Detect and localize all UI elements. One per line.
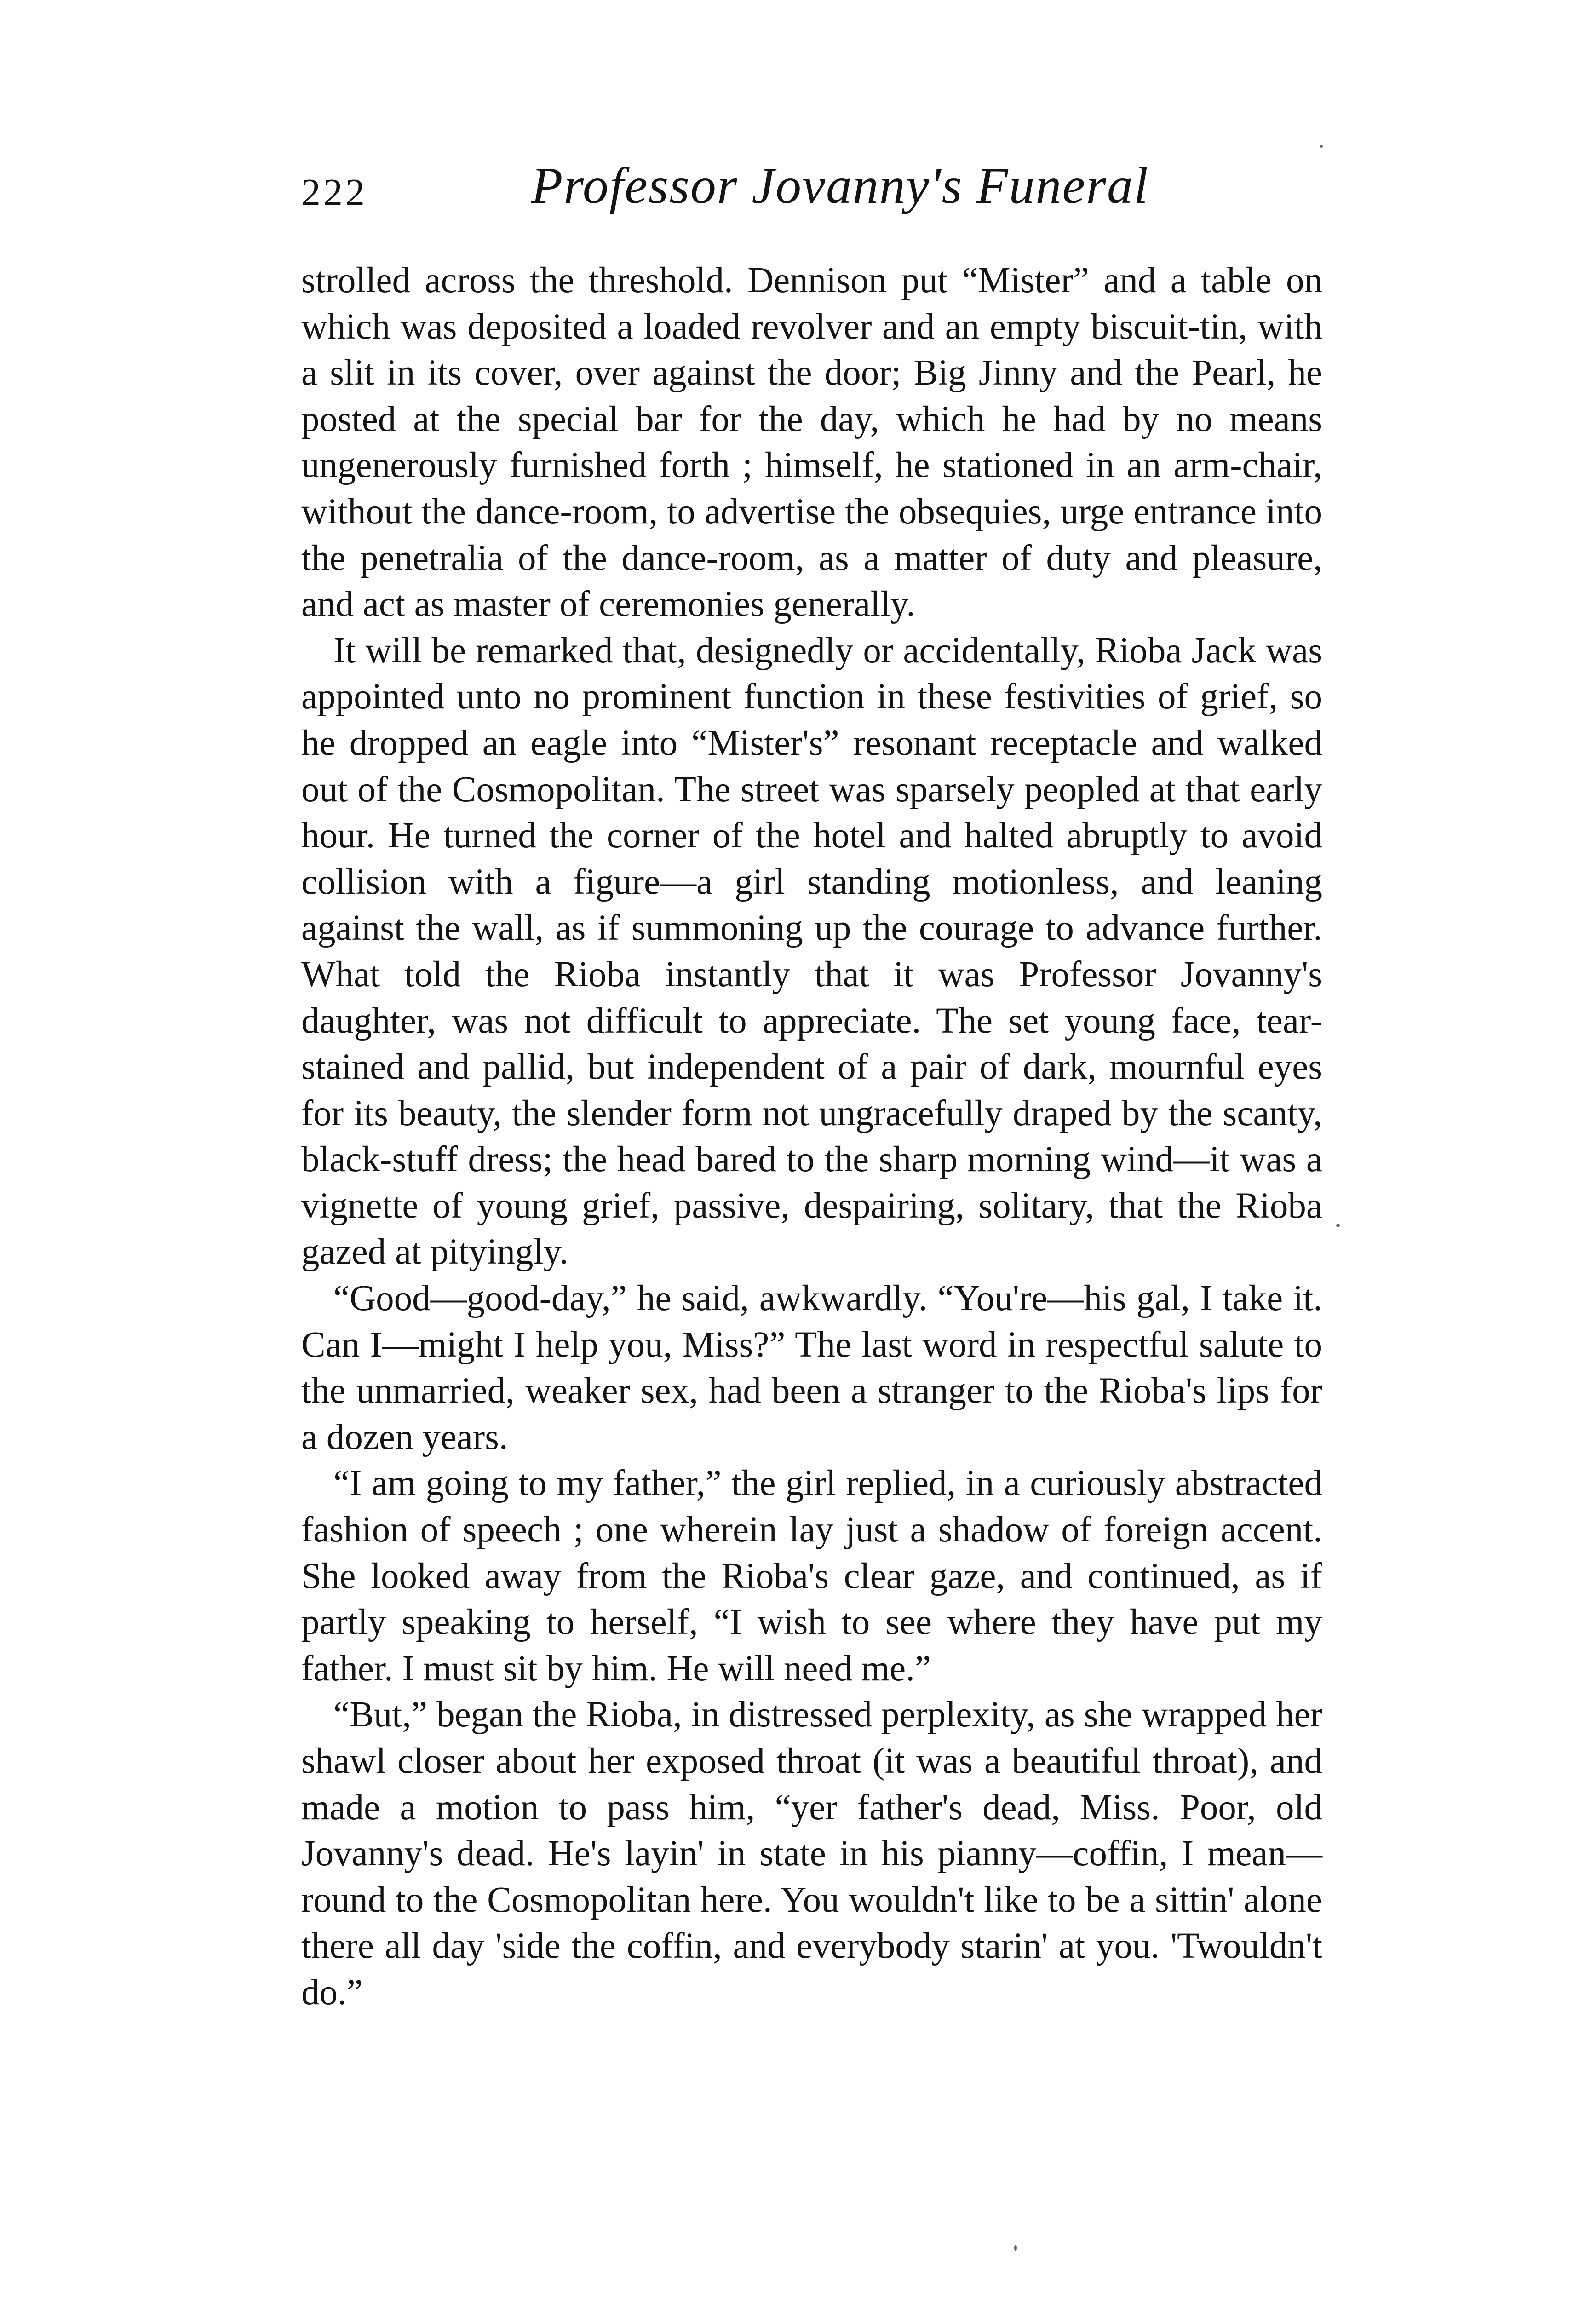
body-text xyxy=(301,258,1322,2016)
running-title: Professor Jovanny's Funeral xyxy=(531,157,1149,214)
print-speck xyxy=(1320,145,1323,148)
page-header xyxy=(301,156,1322,225)
paragraph-3: “Good—good-day,” he said, awkwardly. “You're—his gal, I take it. Can I—might I help you, Miss?” The last word in respectful salute to the unmarried, weaker sex, had been a stranger to the Rioba's lips for a dozen years. xyxy=(301,1278,1322,1457)
paragraph-5: “But,” began the Rioba, in distressed perplexity, as she wrapped her shawl closer about her exposed throat (it was a beautiful throat), and made a motion to pass him, “yer father's dead, Miss. Poor, old Jovanny's dead. He's layin' in state in his pianny—coffin, I mean—round to the Cosmopolitan here. You wouldn't like to be a sittin' alone there all day 'side the coffin, and everybody starin' at you. 'Twouldn't do.” xyxy=(301,1695,1322,2012)
page-number: 222 xyxy=(301,171,367,214)
print-speck xyxy=(1336,1224,1340,1227)
print-speck xyxy=(1014,2245,1017,2251)
paragraph-2: It will be remarked that, designedly or accidentally, Rioba Jack was appointed unto no prominent function in these festivities of grief, so he dropped an eagle into “Mister's” resonant receptacle and walked out of the Cosmopolitan. The street was sparsely peopled at that early hour. He turned the corner of the hotel and halted abruptly to avoid collision with a figure—a girl standing motionless, and leaning against the wall, as if summoning up the courage to advance further. What told the Rioba instantly that it was Professor Jovanny's daughter, was not difficult to appreciate. The set young face, tear-stained and pallid, but independent of a pair of dark, mournful eyes for its beauty, the slender form not ungracefully draped by the scanty, black-stuff dress; the head bared to the sharp morning wind—it was a vignette of young grief, passive, despairing, solitary, that the Rioba gazed at pityingly. xyxy=(301,630,1322,1272)
paragraph-1: strolled across the threshold. Dennison put “Mister” and a table on which was deposited a loaded revolver and an empty biscuit-tin, with a slit in its cover, over against the door; Big Jinny and the Pearl, he posted at the special bar for the day, which he had by no means ungenerously furnished forth ; himself, he stationed in an arm-chair, without the dance-room, to advertise the obsequies, urge entrance into the penetralia of the dance-room, as a matter of duty and pleasure, and act as master of ceremonies generally. xyxy=(301,260,1322,625)
paragraph-4: “I am going to my father,” the girl replied, in a curiously abstracted fashion of speech ; one wherein lay just a shadow of foreign accent. She looked away from the Rioba's clear gaze, and continued, as if partly speaking to herself, “I wish to see where they have put my father. I must sit by him. He will need me.” xyxy=(301,1463,1322,1689)
